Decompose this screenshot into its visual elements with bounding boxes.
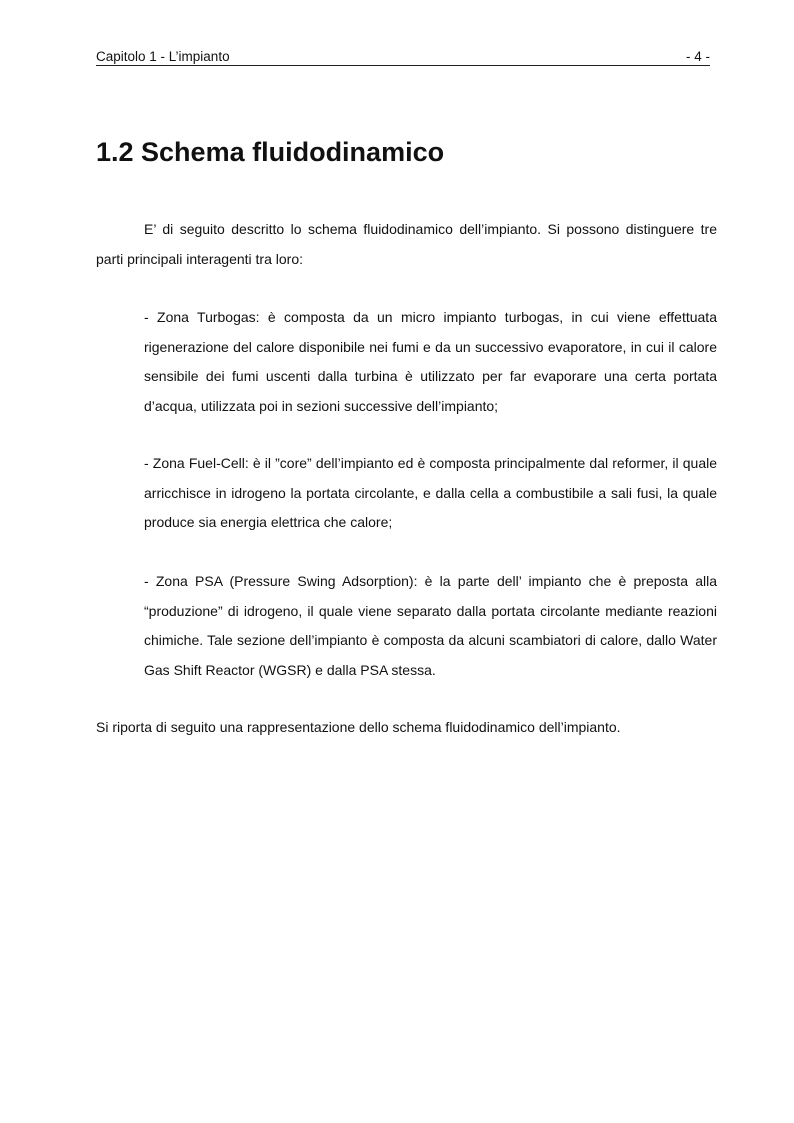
section-heading: 1.2 Schema fluidodinamico (96, 137, 445, 167)
running-header (96, 49, 710, 66)
closing-paragraph: Si riporta di seguito una rappresentazione dello schema fluidodinamico dell’impianto. (96, 719, 621, 735)
page-number: - 4 - (685, 49, 710, 64)
intro-paragraph: E’ di seguito descritto lo schema fluidodinamico dell’impianto. Si possono distinguere tre parti principali interagenti tra loro: (96, 221, 717, 267)
zone-fuel-cell-paragraph: - Zona Fuel-Cell: è il ”core” dell’impianto ed è composta principalmente dal reformer, il quale arricchisce in idrogeno la portata circolante, e dalla cella a combustibile a sali fusi, la quale produce sia energia elettrica che calore; (144, 455, 717, 530)
zone-psa-paragraph: - Zona PSA (Pressure Swing Adsorption): è la parte dell’ impianto che è preposta alla “produzione” di idrogeno, il quale viene separato dalla portata circolante mediante reazioni chimiche. Tale sezione dell’impianto è composta da alcuni scambiatori di calore, dallo Water Gas Shift Reactor (WGSR) e dalla PSA stessa. (144, 573, 717, 678)
chapter-title: Capitolo 1 - L’impianto (96, 49, 230, 64)
zone-turbogas-paragraph: - Zona Turbogas: è composta da un micro impianto turbogas, in cui viene effettuata rigenerazione del calore disponibile nei fumi e da un successivo evaporatore, in cui il calore sensibile dei fumi uscenti dalla turbina è utilizzato per far evaporare una certa portata d’acqua, utilizzata poi in sezioni successive dell’impianto; (144, 309, 717, 414)
